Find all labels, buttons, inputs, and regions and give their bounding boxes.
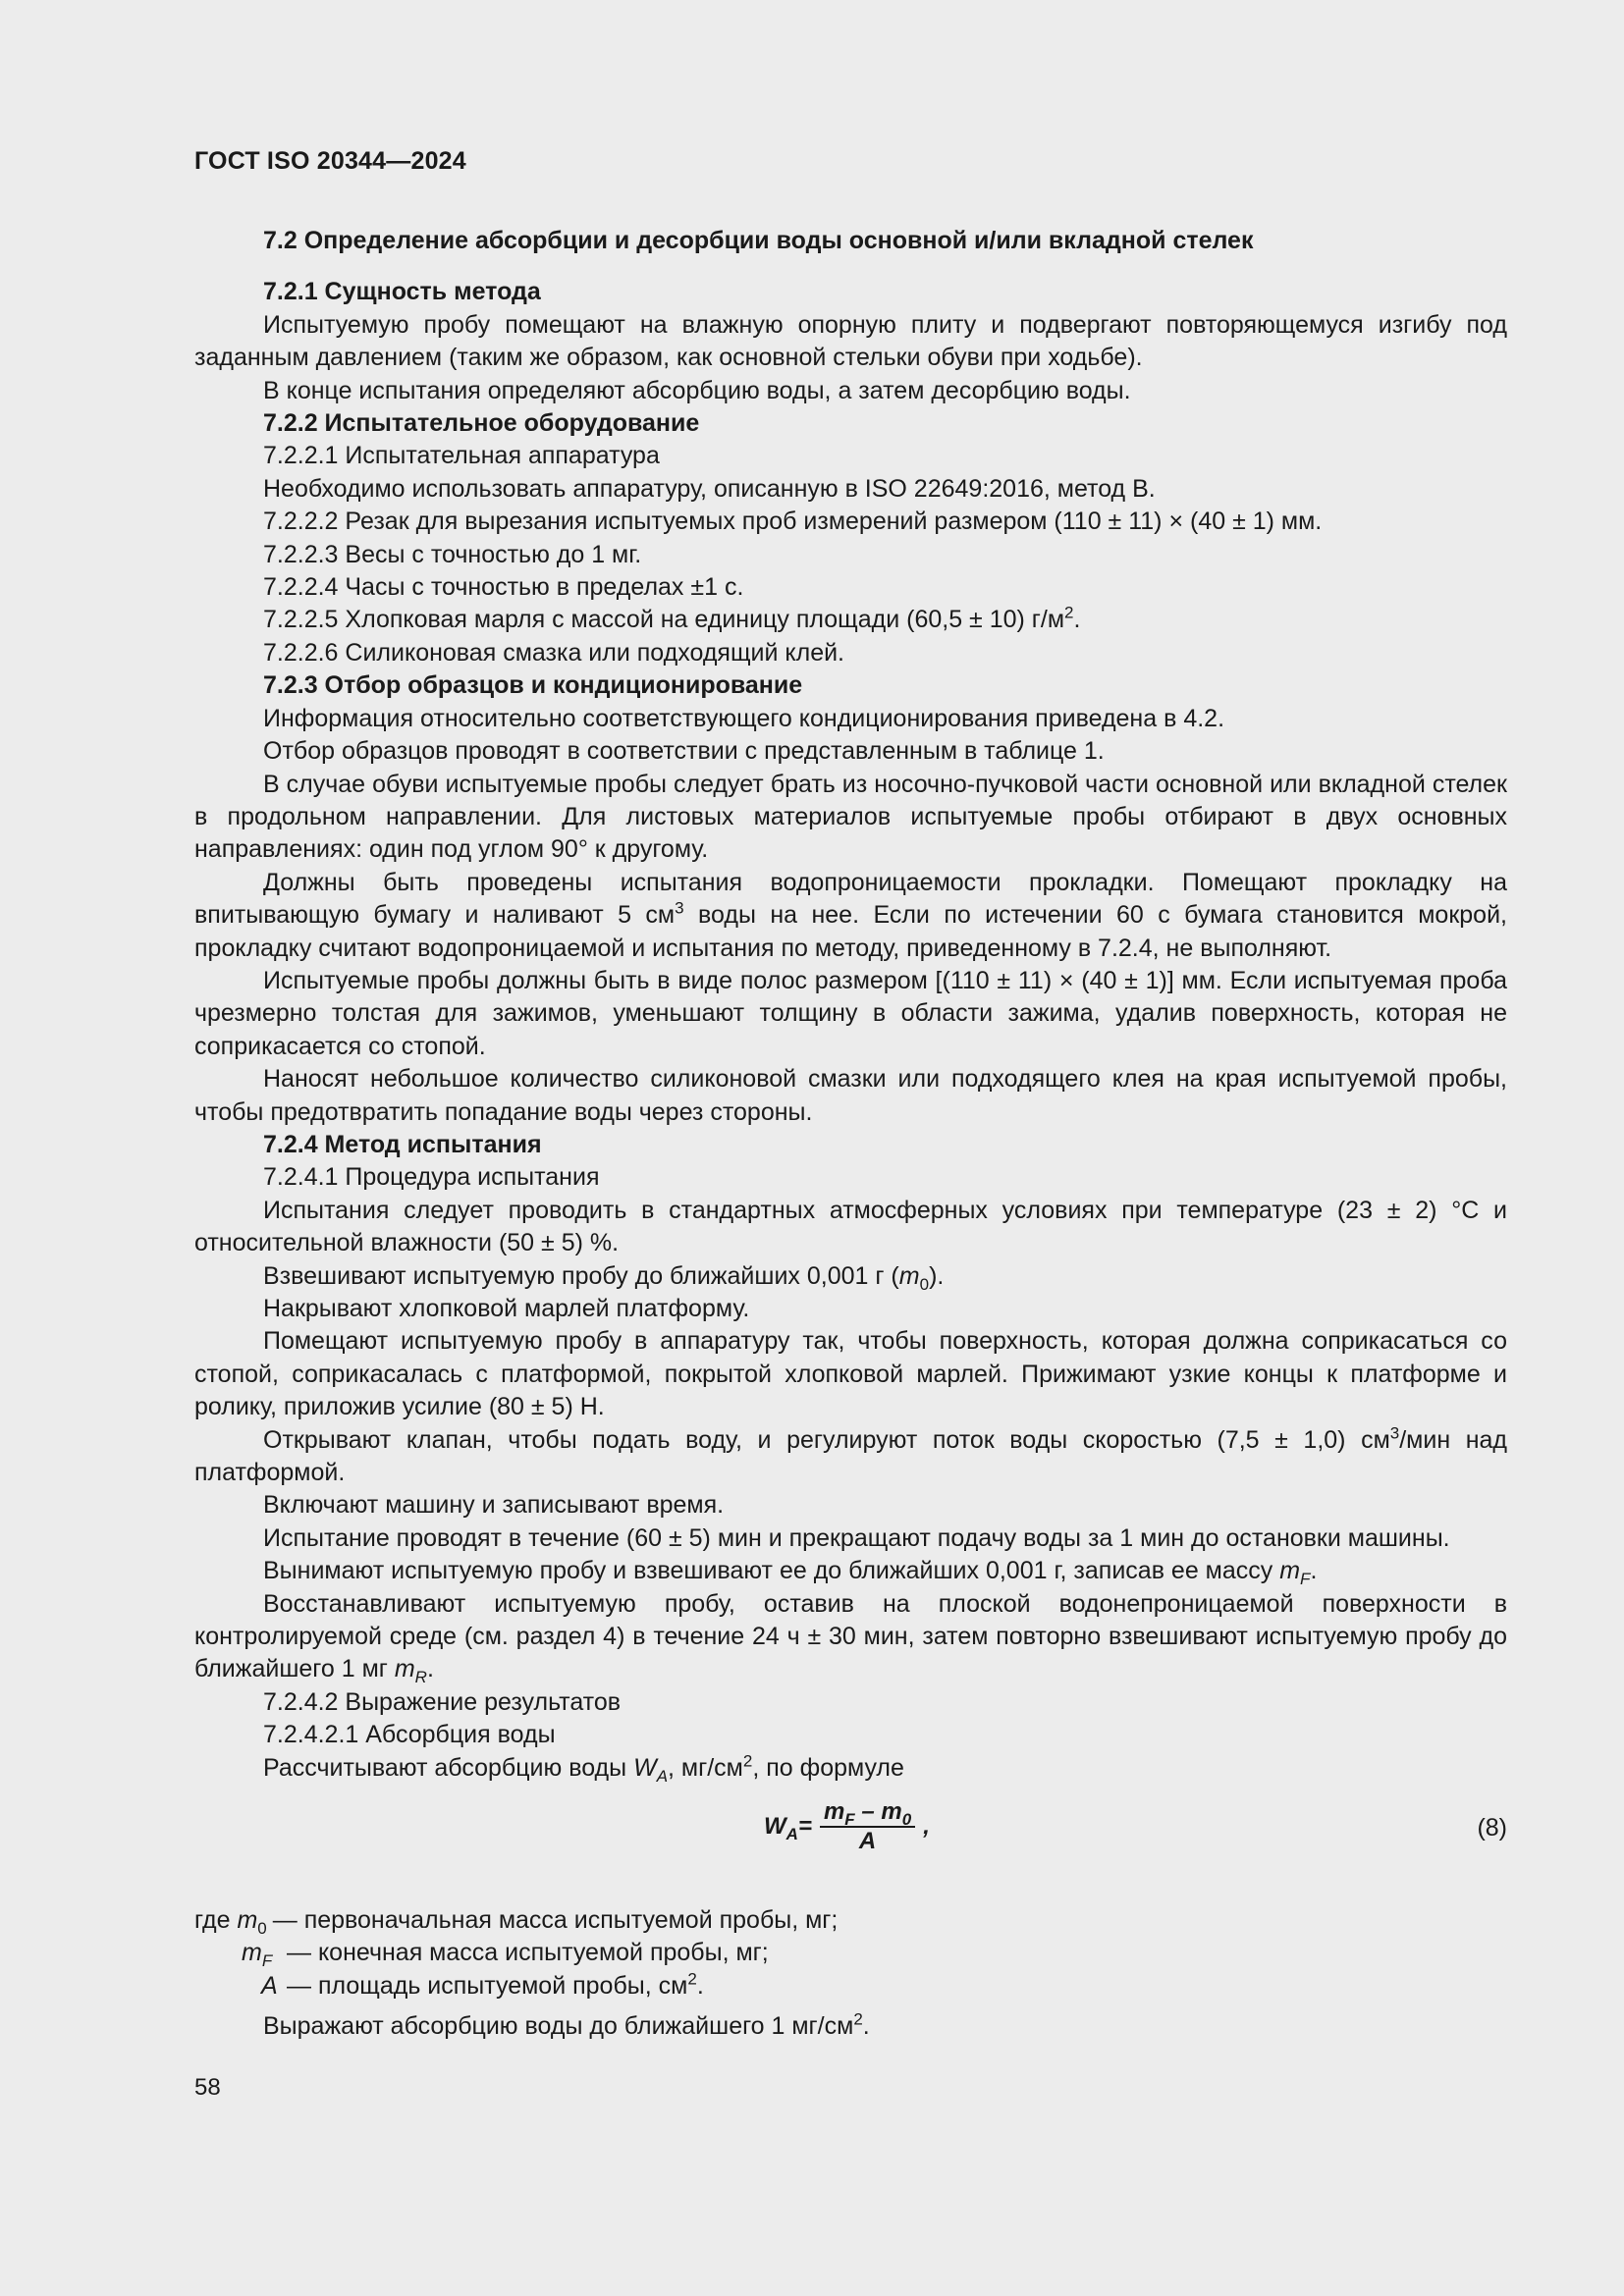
superscript: 3 [1389, 1423, 1400, 1443]
formula-comma: , [923, 1813, 930, 1841]
subscript: R [414, 1668, 427, 1687]
where-row [194, 1904, 1507, 1937]
formula-subscript: A [785, 1825, 798, 1844]
paragraph [194, 1555, 1507, 1587]
clause-heading: 7.2.4.2 Выражение результатов [263, 1687, 622, 1716]
definition-text: первоначальная масса испытуемой пробы, мг; [303, 1906, 839, 1934]
paragraph-text: Должны быть проведены испытания водопроницаемости прокладки. Помещают прокладку на впитывающую бумагу и наливают 5 см [194, 868, 1507, 930]
clause-heading: 7.2.2.1 Испытательная аппаратура [263, 442, 660, 470]
dash: — [287, 1939, 318, 1967]
superscript: 2 [1064, 604, 1074, 623]
dash: — [287, 1971, 318, 2000]
formula-symbol: W [764, 1813, 786, 1841]
where-symbol [261, 1970, 287, 2002]
formula-number: (8) [1477, 1814, 1507, 1842]
clause-text: 7.2.2.5 Хлопковая марля с массой на единицу площади (60,5 ± 10) г/м [263, 606, 1065, 634]
where-row [194, 1937, 1507, 1969]
superscript: 2 [853, 2009, 863, 2029]
subsection-title: 7.2.2 Испытательное оборудование [263, 409, 700, 438]
formula-lhs [764, 1810, 798, 1842]
math-symbol: m [242, 1939, 262, 1967]
formula [764, 1798, 930, 1855]
paragraph-text: . [1310, 1557, 1318, 1585]
math-symbol: m [237, 1906, 258, 1934]
paragraph: Испытание проводят в течение (60 ± 5) мин и прекращают подачу воды за 1 мин до остановки машины. [263, 1523, 1450, 1552]
math-symbol: A [261, 1971, 278, 2000]
where-definition [267, 1904, 839, 1937]
formula-operator: – [854, 1798, 882, 1826]
paragraph: Включают машину и записывают время. [263, 1491, 725, 1520]
formula-subscript: 0 [901, 1809, 912, 1829]
formula-denominator: A [858, 1828, 877, 1855]
where-definition [287, 1937, 769, 1969]
paragraph: Испытания следует проводить в стандартных атмосферных условиях при температуре (23 ± 2) °С и относительной влажности (50 ± 5) %. [194, 1196, 1507, 1257]
paragraph: Накрывают хлопковой марлей платформу. [263, 1295, 750, 1322]
superscript: 2 [687, 1969, 697, 1989]
math-symbol: m [394, 1655, 415, 1683]
where-legend [194, 1904, 1507, 2044]
paragraph-text: Вынимают испытуемую пробу и взвешивают ее до ближайших 0,001 г, записав ее массу [263, 1557, 1280, 1585]
paragraph-text: Взвешивают испытуемую пробу до ближайших 0,001 г ( [263, 1261, 899, 1290]
paragraph: Испытуемую пробу помещают на влажную опорную плиту и подвергают повторяющемуся изгибу под заданным давлением (таким же образом, как основной стельки обуви при ходьбе). [194, 310, 1507, 372]
page-number: 58 [194, 2074, 221, 2101]
where-lead-text: где [194, 1906, 238, 1934]
formula-symbol: m [823, 1798, 845, 1826]
math-symbol: m [1279, 1557, 1301, 1585]
section-title: 7.2 Определение абсорбции и десорбции воды основной и/или вкладной стелек [263, 227, 1254, 254]
paragraph [194, 1260, 1507, 1293]
subscript: F [261, 1951, 273, 1971]
subsection-title: 7.2.1 Сущность метода [263, 278, 541, 306]
clause-text: . [1073, 606, 1081, 634]
clause [194, 604, 1507, 636]
formula-symbol: m [881, 1798, 902, 1826]
subscript: A [656, 1766, 669, 1786]
subsection-title: 7.2.3 Отбор образцов и кондиционирование [263, 671, 803, 700]
subscript: F [1300, 1570, 1311, 1589]
paragraph-text: . [862, 2012, 870, 2041]
paragraph: В случае обуви испытуемые пробы следует брать из носочно-пучковой части основной или вкладной стелек в продольном направлении. Для листовых материалов испытуемые пробы отбирают в двух основных направлениях: один под углом 90° к другому. [194, 770, 1507, 864]
formula-equals: = [797, 1813, 812, 1841]
paragraph [194, 1424, 1507, 1490]
clause-heading: 7.2.4.2.1 Абсорбция воды [263, 1721, 556, 1749]
paragraph: Помещают испытуемую пробу в аппаратуру так, чтобы поверхность, которая должна соприкасаться со стопой, соприкасалась с платформой, покрытой хлопковой марлей. Прижимают узкие концы к платформе и ролику, приложив усилие (80 ± 5) Н. [194, 1327, 1507, 1421]
paragraph: Информация относительно соответствующего кондиционирования приведена в 4.2. [263, 704, 1225, 732]
paragraph-text: Открывают клапан, чтобы подать воду, и регулируют поток воды скоростью (7,5 ± 1,0) см [263, 1425, 1390, 1454]
document-code-header: ГОСТ ISO 20344—2024 [194, 147, 466, 175]
math-symbol: W [633, 1753, 657, 1782]
paragraph: В конце испытания определяют абсорбцию воды, а затем десорбцию воды. [263, 376, 1131, 404]
paragraph [194, 1752, 1507, 1785]
definition-text: конечная масса испытуемой пробы, мг; [317, 1939, 769, 1967]
paragraph [194, 2010, 1507, 2043]
clause: 7.2.2.2 Резак для вырезания испытуемых проб измерений размером (110 ± 11) × (40 ± 1) мм. [263, 507, 1323, 536]
subsection-title: 7.2.4 Метод испытания [263, 1130, 542, 1158]
clause: 7.2.2.4 Часы с точностью в пределах ±1 с. [263, 573, 744, 602]
where-definition [287, 1970, 704, 2002]
paragraph: Необходимо использовать аппаратуру, описанную в ISO 22649:2016, метод В. [263, 474, 1156, 503]
paragraph-text: , мг/см [668, 1753, 743, 1782]
paragraph-text: Восстанавливают испытуемую пробу, оставив на плоской водонепроницаемой поверхности в контролируемой среде (см. раздел 4) в течение 24 ч ± 30 мин, затем повторно взвешивают испытуемую пробу до ближайшего 1 мг [194, 1589, 1507, 1683]
document-body [194, 225, 1507, 1881]
paragraph [194, 1588, 1507, 1686]
math-symbol: m [898, 1261, 920, 1290]
paragraph-text: Рассчитывают абсорбцию воды [263, 1753, 634, 1782]
paragraph: Наносят небольшое количество силиконовой смазки или подходящего клея на края испытуемой пробы, чтобы предотвратить попадание воды через стороны. [194, 1065, 1507, 1126]
paragraph: Отбор образцов проводят в соответствии с представленным в таблице 1. [263, 737, 1105, 766]
paragraph [194, 867, 1507, 965]
paragraph-text: /мин над платформой. [194, 1425, 1507, 1487]
where-lead [194, 1904, 267, 1937]
paragraph: Испытуемые пробы должны быть в виде полос размером [(110 ± 11) × (40 ± 1)] мм. Если испытуемая проба чрезмерно толстая для зажимов, уменьшают толщину в области зажима, удалив поверхность, которая не соприкасается со стопой. [194, 966, 1507, 1060]
clause-heading: 7.2.4.1 Процедура испытания [263, 1163, 600, 1192]
formula-block [194, 1790, 1507, 1867]
formula-subscript: F [844, 1809, 855, 1829]
superscript: 2 [742, 1751, 753, 1771]
paragraph-text: воды на нее. Если по истечении 60 с бумага становится мокрой, прокладку считают водопроницаемой и испытания по методу, приведенному в 7.2.4, не выполняют. [194, 901, 1507, 962]
paragraph-text: . [426, 1655, 434, 1683]
paragraph-text: ). [929, 1261, 945, 1290]
definition-text: площадь испытуемой пробы, см [317, 1971, 688, 2000]
definition-end: . [696, 1971, 704, 2000]
subscript: 0 [257, 1919, 267, 1938]
paragraph-text: , по формуле [752, 1753, 904, 1782]
superscript: 3 [675, 898, 684, 918]
formula-numerator [820, 1798, 915, 1828]
dash: — [272, 1906, 304, 1934]
where-symbol [242, 1937, 287, 1969]
formula-fraction [820, 1798, 915, 1855]
where-row [194, 1970, 1507, 2002]
paragraph-text: Выражают абсорбцию воды до ближайшего 1 мг/см [263, 2012, 854, 2041]
clause: 7.2.2.3 Весы с точностью до 1 мг. [263, 540, 642, 568]
clause: 7.2.2.6 Силиконовая смазка или подходящий клей. [263, 638, 845, 667]
subscript: 0 [919, 1274, 930, 1294]
